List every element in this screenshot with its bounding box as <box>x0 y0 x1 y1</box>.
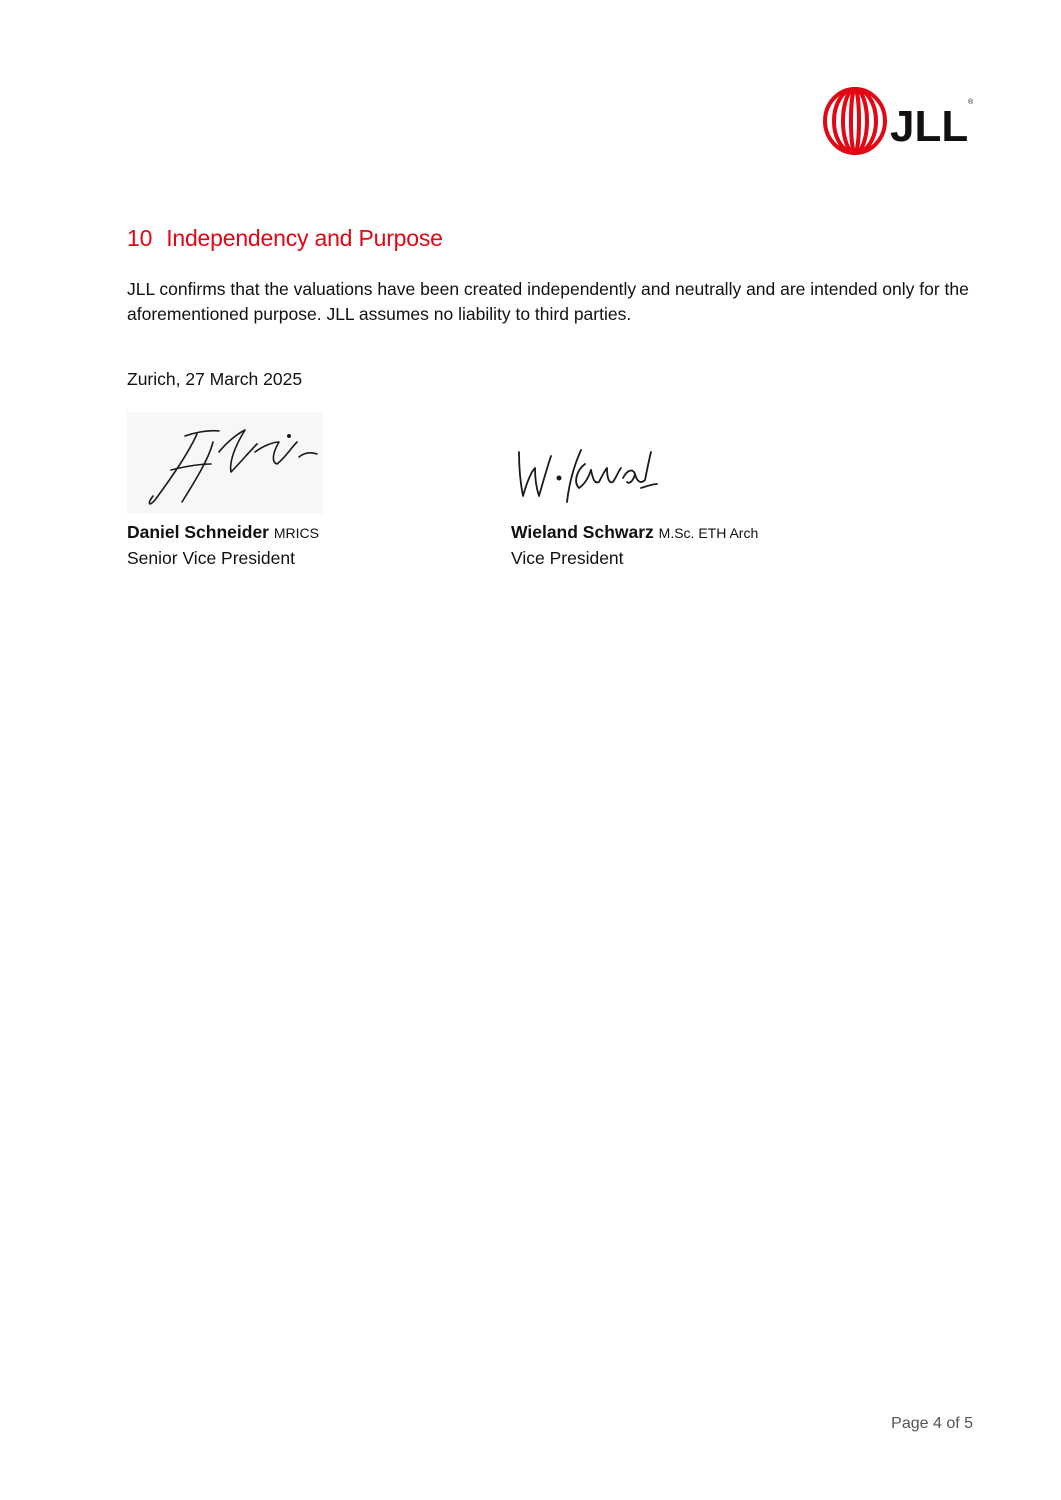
section-title: Independency and Purpose <box>166 225 443 251</box>
signatory-name: Daniel Schneider <box>127 522 269 542</box>
signature-daniel-schneider <box>127 412 323 514</box>
svg-text:JLL: JLL <box>890 102 969 151</box>
signatory-credentials: M.Sc. ETH Arch <box>658 525 759 541</box>
jll-logo-mark <box>822 86 976 156</box>
section-number: 10 <box>127 225 153 251</box>
signature-wieland-schwarz <box>511 440 661 506</box>
signatory-credentials: MRICS <box>273 525 319 541</box>
signatory-title: Vice President <box>511 548 624 568</box>
body-paragraph: JLL confirms that the valuations have been created independently and neutrally and are intended only for the aforementioned purpose. JLL assumes no liability to third parties. <box>127 279 969 324</box>
signatory-name: Wieland Schwarz <box>511 522 654 542</box>
jll-logo <box>822 86 976 156</box>
place-date: Zurich, 27 March 2025 <box>127 369 303 389</box>
signatory-title: Senior Vice President <box>127 548 295 568</box>
page-number: Page 4 of 5 <box>891 1415 973 1432</box>
svg-text:®: ® <box>968 99 974 106</box>
signatory-block <box>127 520 319 571</box>
signatory-block <box>511 520 758 571</box>
section-heading <box>127 225 443 252</box>
